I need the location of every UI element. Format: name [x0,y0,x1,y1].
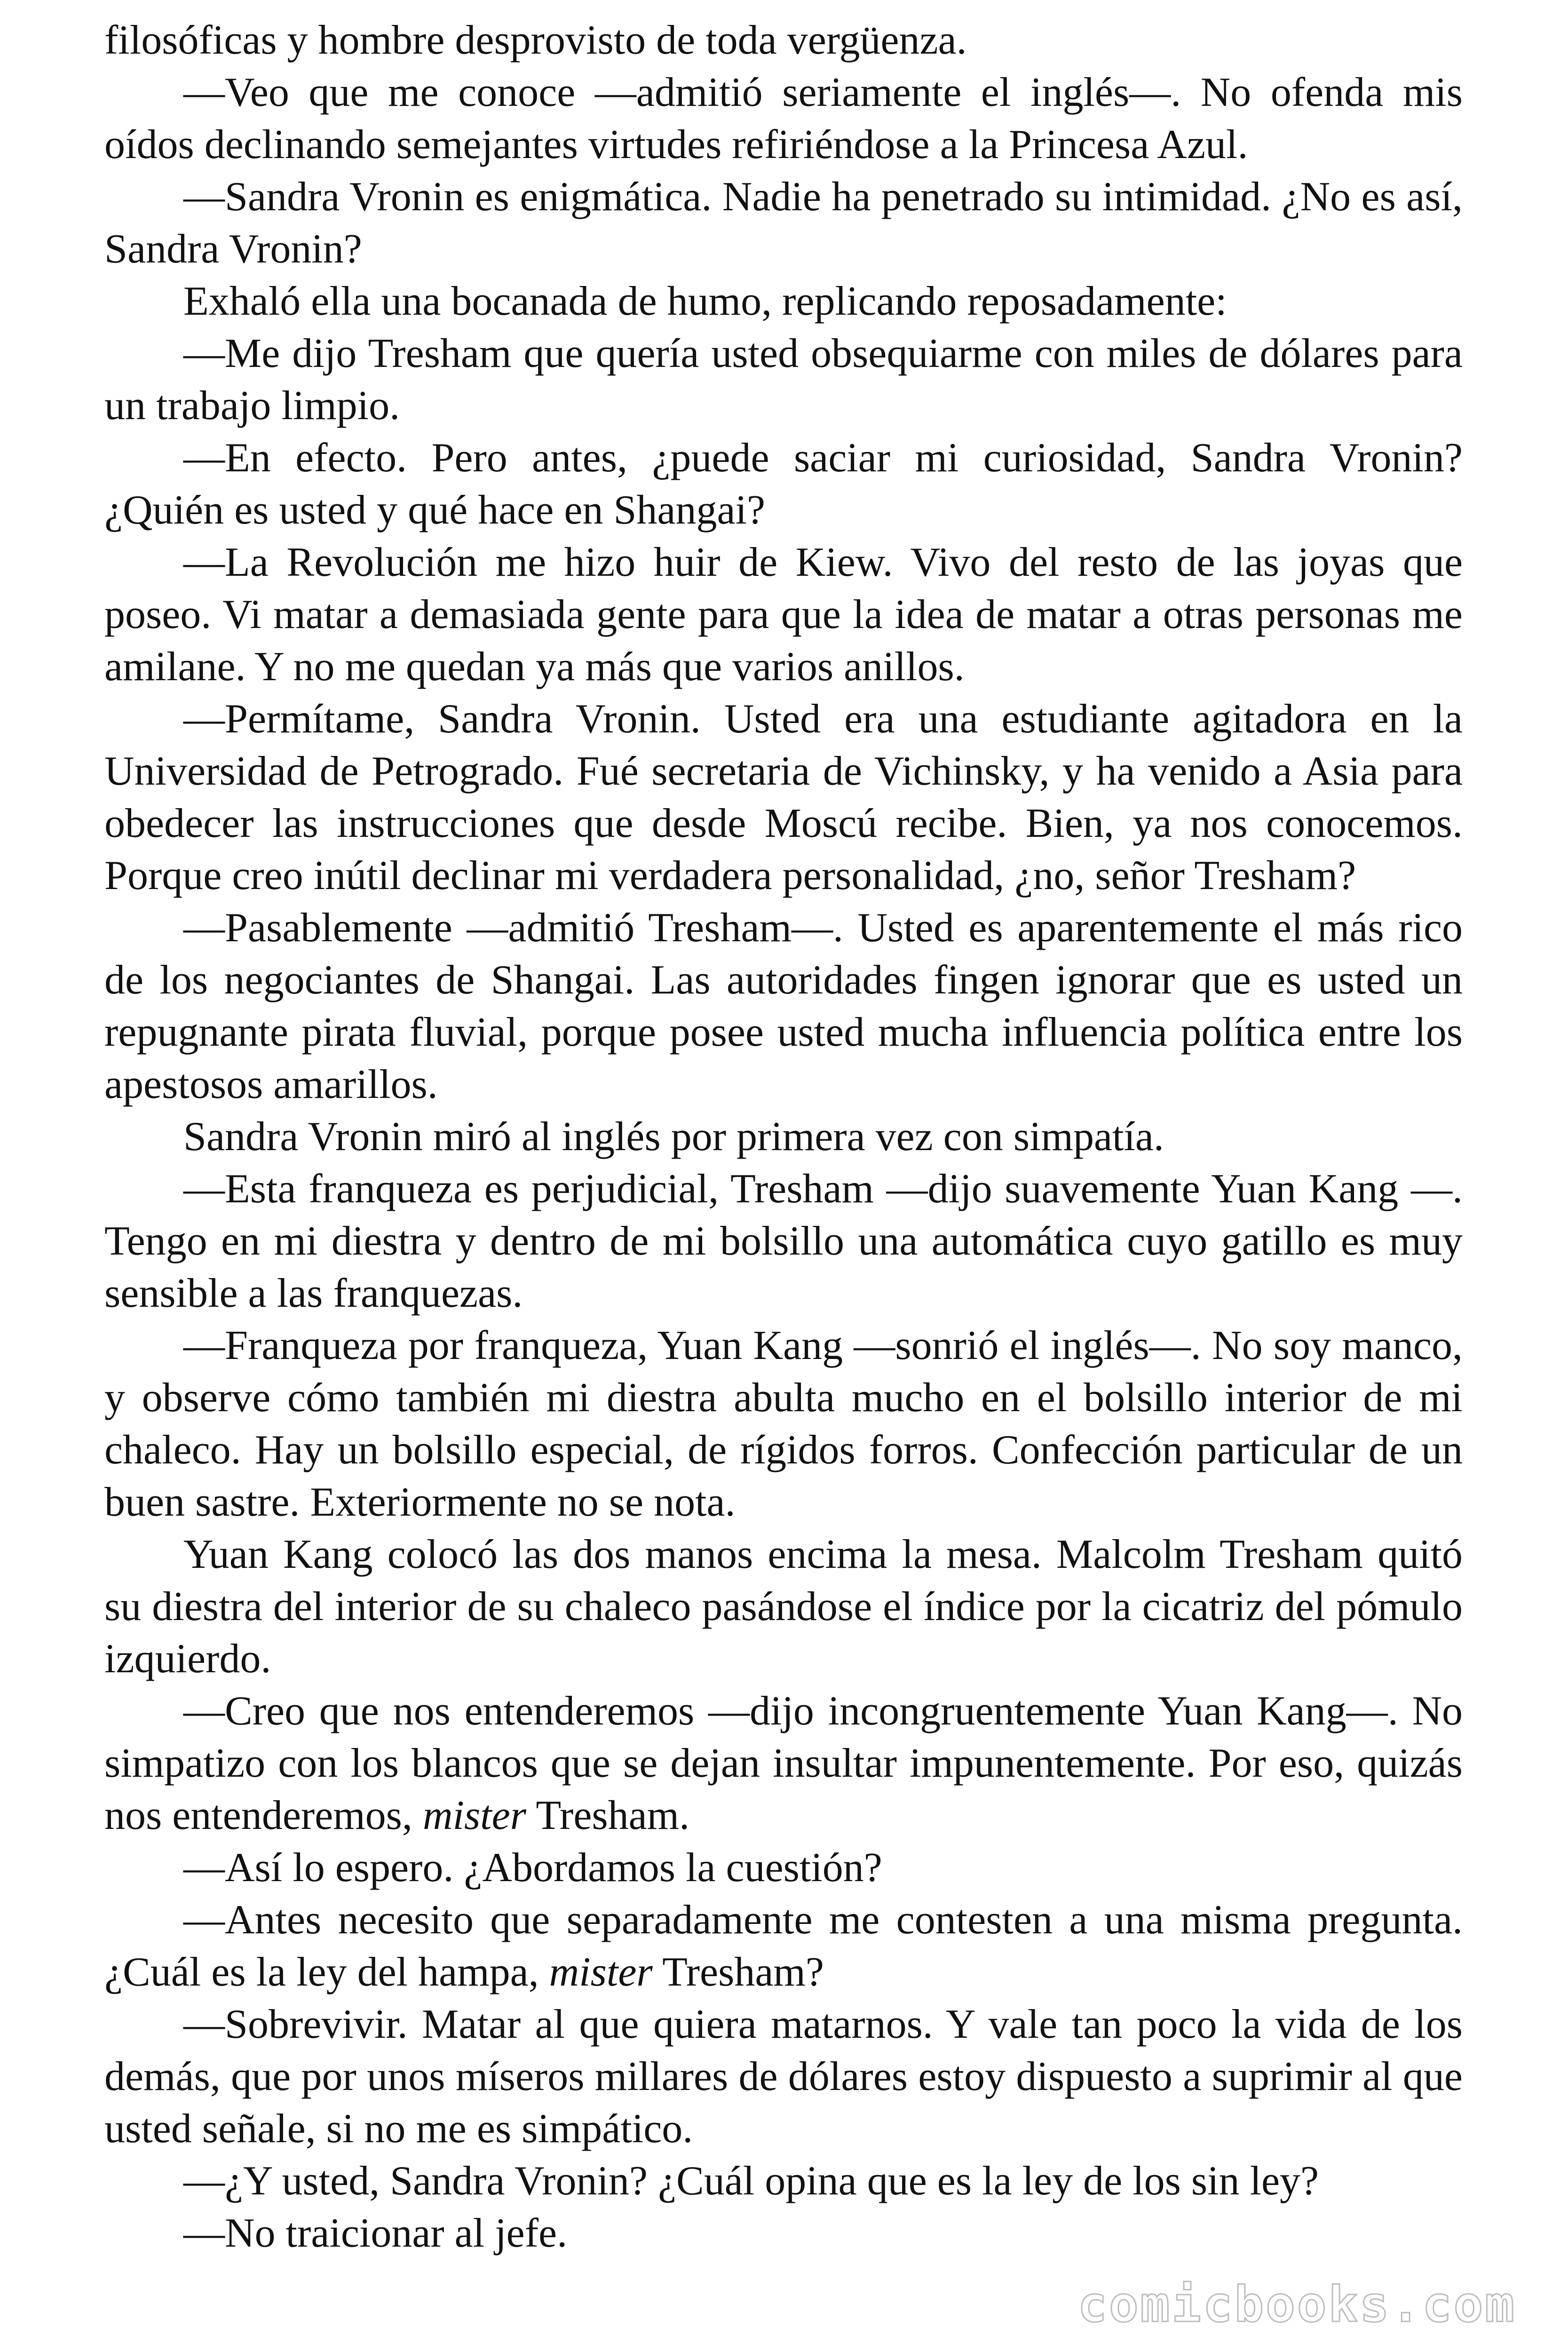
text-run: Exhaló ella una bocanada de humo, replicando reposadamente: [183,278,1227,324]
text-run: —Creo que nos entenderemos —dijo incongruentemente Yuan Kang—. No simpatizo con los blancos que se dejan insultar impunentemente. Por eso, quizás nos entenderemos, [104,1688,1463,1838]
paragraph [104,536,1463,693]
italic-text: mister [549,1949,653,1995]
text-run: —En efecto. Pero antes, ¿puede saciar mi curiosidad, Sandra Vronin? ¿Quién es usted y qué hace en Shangai? [104,435,1463,533]
paragraph [104,1111,1463,1163]
body-text [104,14,1463,2259]
paragraph [104,171,1463,275]
text-run: —Veo que me conoce —admitió seriamente el inglés—. No ofenda mis oídos declinando semejantes virtudes refiriéndose a la Princesa Azul. [104,70,1463,167]
watermark-logo: comicbooks.com [1077,2276,1516,2333]
text-run: —Franqueza por franqueza, Yuan Kang —sonrió el inglés—. No soy manco, y observe cómo también mi diestra abulta mucho en el bolsillo interior de mi chaleco. Hay un bolsillo especial, de rígidos forros. Confección particular de un buen sastre. Exteriormente no se nota. [104,1323,1463,1525]
text-run: Tresham. [526,1793,690,1838]
paragraph [104,275,1463,327]
italic-text: mister [422,1793,526,1838]
text-run: Tresham? [652,1949,824,1995]
text-run: —No traicionar al jefe. [183,2210,568,2256]
text-run: —Esta franqueza es perjudicial, Tresham —dijo suavemente Yuan Kang —. Tengo en mi diestra y dentro de mi bolsillo una automática cuyo gatillo es muy sensible a las franquezas. [104,1166,1463,1316]
text-run: —Sobrevivir. Matar al que quiera matarnos. Y vale tan poco la vida de los demás, que por unos míseros millares de dólares estoy dispuesto a suprimir al que usted señale, si no me es simpático. [104,2002,1463,2152]
paragraph [104,14,1463,66]
text-run: Yuan Kang colocó las dos manos encima la mesa. Malcolm Tresham quitó su diestra del interior de su chaleco pasándose el índice por la cicatriz del pómulo izquierdo. [104,1532,1463,1682]
paragraph [104,2155,1463,2207]
paragraph [104,327,1463,432]
text-run: —Sandra Vronin es enigmática. Nadie ha penetrado su intimidad. ¿No es así, Sandra Vronin? [104,174,1463,272]
paragraph [104,1842,1463,1894]
text-run: Sandra Vronin miró al inglés por primera vez con simpatía. [183,1114,1164,1160]
paragraph [104,902,1463,1111]
paragraph [104,1685,1463,1842]
text-run: —¿Y usted, Sandra Vronin? ¿Cuál opina que es la ley de los sin ley? [183,2158,1319,2204]
paragraph [104,1894,1463,1998]
paragraph [104,1998,1463,2155]
text-run: —Antes necesito que separadamente me contesten a una misma pregunta. ¿Cuál es la ley del hampa, [104,1897,1463,1995]
paragraph [104,432,1463,536]
paragraph [104,693,1463,902]
paragraph [104,1319,1463,1528]
paragraph [104,1528,1463,1685]
text-run: —Permítame, Sandra Vronin. Usted era una estudiante agitadora en la Universidad de Petrogrado. Fué secretaria de Vichinsky, y ha venido a Asia para obedecer las instrucciones que desde Moscú recibe. Bien, ya nos conocemos. Porque creo inútil declinar mi verdadera personalidad, ¿no, señor Tresham? [104,696,1463,898]
text-run: —Me dijo Tresham que quería usted obsequiarme con miles de dólares para un trabajo limpio. [104,331,1463,429]
paragraph [104,2207,1463,2259]
paragraph [104,1163,1463,1319]
text-run: —Así lo espero. ¿Abordamos la cuestión? [183,1845,882,1891]
text-run: —La Revolución me hizo huir de Kiew. Vivo del resto de las joyas que poseo. Vi matar a demasiada gente para que la idea de matar a otras personas me amilane. Y no me quedan ya más que varios anillos. [104,540,1463,690]
text-run: filosóficas y hombre desprovisto de toda vergüenza. [104,17,967,63]
paragraph [104,66,1463,171]
text-run: —Pasablemente —admitió Tresham—. Usted es aparentemente el más rico de los negociantes de Shangai. Las autoridades fingen ignorar que es usted un repugnante pirata fluvial, porque posee usted mucha influencia política entre los apestosos amarillos. [104,905,1463,1107]
